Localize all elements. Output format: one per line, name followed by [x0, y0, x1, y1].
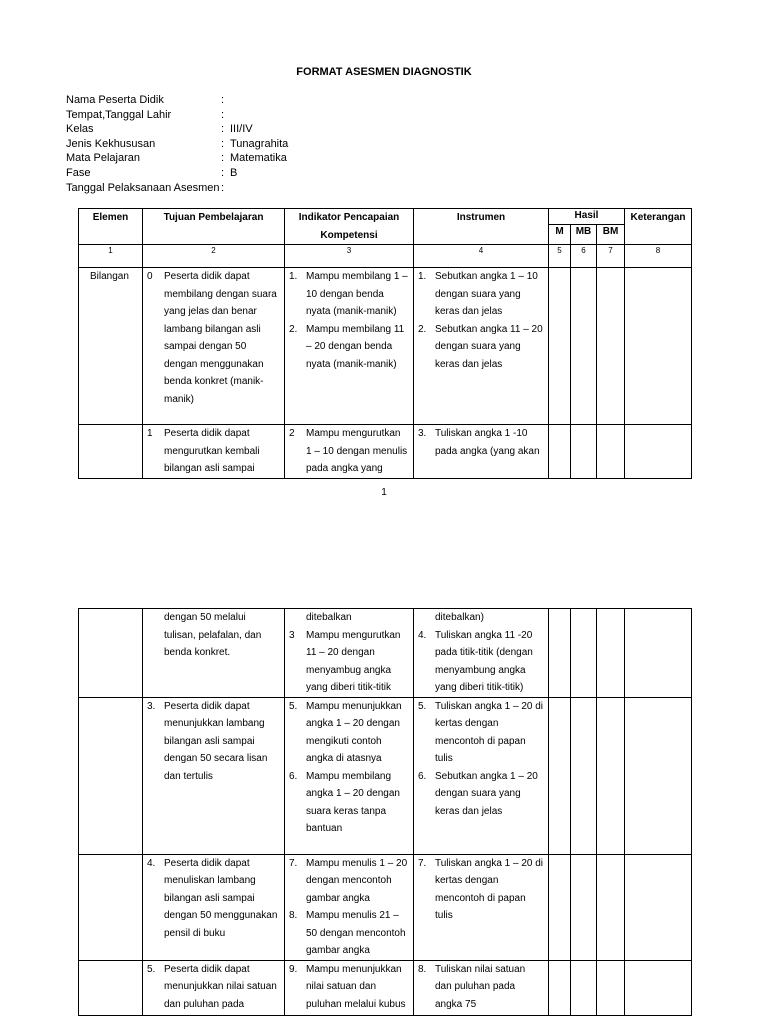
list-number: 2	[289, 428, 295, 439]
text-line: – 20 dengan benda	[306, 341, 393, 352]
list-number: 2.	[289, 323, 298, 335]
text-line: Mampu menulis 21 –	[306, 910, 399, 921]
text-line: bilangan asli sampai	[164, 735, 255, 747]
text-line: bilangan asli sampai	[164, 463, 255, 474]
elemen-cell	[79, 697, 143, 854]
text-line: dengan 50 melalui	[164, 612, 246, 623]
text-line: benda konkret.	[164, 647, 231, 658]
text-line: bantuan	[306, 823, 343, 834]
list-text	[435, 698, 548, 768]
text-line: yang diberi titik-titik)	[435, 682, 524, 693]
elemen-cell	[79, 425, 143, 479]
keterangan-cell[interactable]	[625, 854, 692, 960]
list-text	[164, 961, 284, 1014]
text-line: Peserta didik dapat	[164, 963, 250, 975]
text-line: dengan suara yang	[435, 341, 521, 352]
text-line: angka 75	[435, 998, 477, 1010]
hasil-mb-cell[interactable]	[571, 268, 597, 425]
info-colon: :	[221, 137, 225, 150]
text-line: Peserta didik dapat	[164, 428, 250, 439]
list-text	[306, 961, 413, 1014]
instrumen-cell	[414, 425, 549, 479]
list-item	[414, 698, 548, 768]
text-line: dan puluhan pada	[164, 998, 245, 1010]
text-line: Peserta didik dapat	[164, 700, 250, 712]
assessment-table-page-2	[78, 608, 692, 1016]
text-line: yang diberi titik-titik	[306, 682, 392, 693]
info-value: B	[230, 166, 238, 179]
text-line: Sebutkan angka 1 – 20	[435, 770, 538, 782]
list-number: 2.	[418, 323, 427, 335]
text-line: Mampu membilang	[306, 770, 392, 782]
list-number: 3.	[147, 700, 156, 712]
info-colon: :	[221, 152, 225, 165]
text-line: nilai satuan dan	[306, 981, 377, 992]
list-number: 0	[147, 271, 153, 282]
list-item	[143, 425, 284, 478]
info-colon: :	[221, 94, 225, 106]
info-colon: :	[221, 123, 225, 136]
text-line: Tuliskan nilai satuan	[435, 963, 526, 975]
text-line: Sebutkan angka 11 – 20	[435, 323, 543, 335]
keterangan-cell[interactable]	[625, 609, 692, 698]
list-text	[164, 855, 284, 943]
text-line: kertas dengan	[435, 718, 499, 729]
text-line: Peserta didik dapat	[164, 857, 250, 869]
list-item	[414, 425, 548, 460]
column-number: 3	[285, 245, 414, 268]
list-text	[306, 627, 413, 697]
hasil-m-cell[interactable]	[549, 960, 571, 1015]
indikator-cell	[285, 268, 414, 425]
list-item	[414, 627, 548, 697]
text-line: benda konkret (manik-	[164, 376, 264, 387]
list-text	[164, 609, 284, 662]
list-number: 1.	[418, 271, 427, 282]
text-line: angka 1 – 20 dengan	[306, 718, 400, 729]
text-line: 10 dengan benda	[306, 288, 384, 300]
list-number: 7.	[289, 857, 298, 869]
elemen-cell: Bilangan	[79, 268, 143, 425]
column-number: 2	[143, 245, 285, 268]
info-label: Tempat,Tanggal Lahir	[66, 108, 172, 121]
column-number: 8	[625, 245, 692, 268]
text-line: mengurutkan kembali	[164, 445, 260, 457]
info-colon: :	[221, 181, 225, 194]
info-colon: :	[221, 108, 225, 121]
list-item	[143, 855, 284, 943]
list-number: 8.	[418, 963, 427, 975]
list-item	[285, 268, 413, 321]
indikator-cell	[285, 697, 414, 854]
list-text	[164, 698, 284, 786]
text-line: gambar angka	[306, 892, 370, 904]
text-line: dengan menggunakan	[164, 358, 264, 370]
tujuan-cell	[143, 268, 285, 425]
column-number: 6	[571, 245, 597, 268]
list-number: 5.	[418, 700, 427, 712]
text-line: gambar angka	[306, 945, 370, 956]
text-line: yang jelas dan benar	[164, 306, 257, 317]
text-line: Tuliskan angka 11 -20	[435, 629, 533, 641]
text-line: ditebalkan	[306, 612, 352, 623]
text-line: Mampu menulis 1 – 20	[306, 857, 408, 869]
keterangan-cell[interactable]	[625, 268, 692, 425]
list-number: 1.	[289, 271, 298, 282]
list-text	[435, 321, 548, 374]
header-elemen: Elemen	[79, 209, 143, 245]
text-line: keras dan jelas	[435, 358, 503, 370]
list-text	[435, 627, 548, 697]
text-line: dengan 50 menggunakan	[164, 910, 278, 921]
text-line: menyambug angka	[306, 664, 392, 676]
text-line: manik)	[164, 393, 195, 405]
list-number: 6.	[418, 770, 427, 782]
info-value: III/IV	[230, 123, 253, 136]
text-line: pada angka yang	[306, 463, 383, 474]
text-line: Sebutkan angka 1 – 10	[435, 271, 538, 282]
list-text	[435, 855, 548, 925]
list-text	[435, 268, 548, 321]
list-item	[143, 609, 284, 662]
text-line: menuliskan lambang	[164, 875, 256, 886]
text-line: Mampu mengurutkan	[306, 428, 401, 439]
hasil-m-cell[interactable]	[549, 425, 571, 479]
list-item	[414, 268, 548, 321]
keterangan-cell[interactable]	[625, 960, 692, 1015]
info-colon: :	[221, 166, 225, 179]
list-text	[306, 907, 413, 960]
text-line: pensil di buku	[164, 927, 226, 939]
list-number: 5.	[147, 963, 156, 975]
list-number	[414, 609, 435, 627]
table-row	[79, 609, 692, 698]
info-label: Nama Peserta Didik	[66, 94, 164, 106]
text-line: Tuliskan angka 1 – 20 di	[435, 857, 544, 869]
hasil-mb-cell[interactable]	[571, 697, 597, 854]
hasil-m-cell[interactable]	[549, 268, 571, 425]
text-line: dengan suara yang	[435, 788, 521, 799]
hasil-m-cell[interactable]	[549, 697, 571, 854]
document-page-1	[0, 0, 768, 505]
list-item	[143, 268, 284, 408]
text-line: nyata (manik-manik)	[306, 358, 397, 370]
list-text	[306, 268, 413, 321]
tujuan-cell	[143, 854, 285, 960]
hasil-bm-cell[interactable]	[597, 854, 625, 960]
indikator-cell	[285, 960, 414, 1015]
text-line: angka 1 – 20 dengan	[306, 788, 400, 799]
list-text	[306, 609, 413, 627]
text-line: pada angka (yang akan	[435, 445, 540, 457]
list-number: 3.	[418, 428, 427, 439]
text-line: menyambung angka	[435, 664, 526, 676]
list-text	[435, 961, 548, 1014]
list-number	[285, 609, 306, 627]
instrumen-cell	[414, 609, 549, 698]
header-tujuan: Tujuan Pembelajaran	[143, 209, 285, 245]
column-number: 5	[549, 245, 571, 268]
tujuan-cell	[143, 960, 285, 1015]
info-label: Fase	[66, 166, 91, 179]
text-line: tulisan, pelafalan, dan	[164, 629, 262, 641]
text-line: angka di atasnya	[306, 753, 382, 764]
elemen-cell	[79, 960, 143, 1015]
hasil-mb-cell[interactable]	[571, 854, 597, 960]
header-instrumen: Instrumen	[414, 209, 549, 245]
tujuan-cell	[143, 697, 285, 854]
text-line: Mampu membilang 11	[306, 323, 405, 335]
hasil-bm-cell[interactable]	[597, 697, 625, 854]
table-row	[79, 268, 692, 425]
instrumen-cell	[414, 268, 549, 425]
text-line: menunjukkan lambang	[164, 718, 265, 729]
list-item	[143, 961, 284, 1014]
list-item	[285, 961, 413, 1014]
text-line: Tuliskan angka 1 -10	[435, 428, 528, 439]
text-line: Mampu menunjukkan	[306, 700, 402, 712]
info-value: Matematika	[230, 152, 287, 165]
indikator-cell	[285, 854, 414, 960]
hasil-bm-cell[interactable]	[597, 425, 625, 479]
list-text	[435, 609, 548, 627]
keterangan-cell[interactable]	[625, 697, 692, 854]
hasil-mb-cell[interactable]	[571, 960, 597, 1015]
text-line: 50 dengan mencontoh	[306, 927, 406, 939]
text-line: mengikuti contoh	[306, 735, 382, 747]
text-line: membilang dengan suara	[164, 288, 277, 300]
info-label: Tanggal Pelaksanaan Asesmen	[66, 181, 220, 194]
text-line: bilangan asli sampai	[164, 892, 255, 904]
table-row	[79, 960, 692, 1015]
text-line: Mampu membilang 1 –	[306, 271, 408, 282]
list-text	[435, 768, 548, 821]
list-item	[143, 698, 284, 786]
hasil-m-cell[interactable]	[549, 609, 571, 698]
text-line: mencontoh di papan	[435, 735, 526, 747]
document-page-2	[0, 505, 768, 1024]
list-item	[285, 768, 413, 838]
list-number: 5.	[289, 700, 298, 712]
header-bm: BM	[597, 225, 625, 245]
list-number: 7.	[418, 857, 427, 869]
list-item	[285, 698, 413, 768]
text-line: dan puluhan pada	[435, 981, 516, 992]
list-text	[164, 268, 284, 408]
text-line: pada titik-titik (dengan	[435, 647, 533, 658]
text-line: sampai dengan 50	[164, 341, 247, 352]
list-item	[414, 768, 548, 821]
list-item	[285, 855, 413, 908]
instrumen-cell	[414, 960, 549, 1015]
tujuan-cell	[143, 425, 285, 479]
list-text	[164, 425, 284, 478]
header-mb: MB	[571, 225, 597, 245]
page-number: 1	[381, 487, 387, 498]
list-text	[306, 425, 413, 478]
text-line: Mampu menunjukkan	[306, 963, 402, 975]
list-text	[306, 321, 413, 374]
indikator-cell	[285, 609, 414, 698]
text-line: tulis	[435, 910, 453, 921]
text-line: keras dan jelas	[435, 805, 503, 817]
header-m: M	[549, 225, 571, 245]
text-line: mencontoh di papan	[435, 892, 526, 904]
table-row	[79, 697, 692, 854]
list-item	[285, 425, 413, 478]
elemen-cell	[79, 609, 143, 698]
text-line: dengan mencontoh	[306, 875, 392, 886]
text-line: puluhan melalui kubus	[306, 998, 406, 1010]
text-line: tulis	[435, 753, 453, 764]
table-row	[79, 425, 692, 479]
hasil-mb-cell[interactable]	[571, 609, 597, 698]
text-line: dengan suara yang	[435, 288, 521, 300]
indikator-cell	[285, 425, 414, 479]
text-line: menunjukkan nilai satuan	[164, 981, 277, 992]
assessment-table-page-1	[78, 208, 692, 479]
list-item	[285, 627, 413, 697]
hasil-bm-cell[interactable]	[597, 268, 625, 425]
column-number: 1	[79, 245, 143, 268]
hasil-m-cell[interactable]	[549, 854, 571, 960]
instrumen-cell	[414, 697, 549, 854]
text-line: kertas dengan	[435, 875, 499, 886]
list-number: 9.	[289, 963, 298, 975]
list-number: 8.	[289, 910, 298, 921]
header-indikator-line1: Indikator Pencapaian	[298, 212, 400, 223]
keterangan-cell[interactable]	[625, 425, 692, 479]
header-keterangan: Keterangan	[625, 209, 692, 245]
info-value: Tunagrahita	[230, 137, 289, 150]
list-item	[414, 321, 548, 374]
list-item	[414, 961, 548, 1014]
text-line: dan tertulis	[164, 770, 213, 782]
list-text	[306, 768, 413, 838]
list-item	[285, 907, 413, 960]
list-text	[306, 698, 413, 768]
text-line: 11 – 20 dengan	[306, 647, 375, 658]
tujuan-cell	[143, 609, 285, 698]
list-text	[306, 855, 413, 908]
list-item	[285, 609, 413, 627]
list-number	[143, 609, 164, 662]
elemen-cell	[79, 854, 143, 960]
list-item	[285, 321, 413, 374]
list-number: 1	[147, 428, 153, 439]
column-number: 4	[414, 245, 549, 268]
text-line: suara keras tanpa	[306, 805, 387, 817]
text-line: 1 – 10 dengan menulis	[306, 445, 408, 457]
header-hasil: Hasil	[549, 209, 625, 225]
list-item	[414, 855, 548, 925]
hasil-mb-cell[interactable]	[571, 425, 597, 479]
column-number: 7	[597, 245, 625, 268]
info-label: Mata Pelajaran	[66, 152, 140, 165]
list-text	[435, 425, 548, 460]
header-indikator	[285, 209, 414, 245]
text-line: Mampu mengurutkan	[306, 629, 401, 641]
list-number: 4.	[418, 629, 427, 641]
text-line: ditebalkan)	[435, 612, 484, 623]
list-item	[414, 609, 548, 627]
text-line: Peserta didik dapat	[164, 271, 250, 282]
table-row	[79, 854, 692, 960]
header-indikator-line2: Kompetensi	[320, 229, 378, 241]
text-line: nyata (manik-manik)	[306, 306, 397, 317]
info-label: Jenis Kekhususan	[66, 137, 156, 150]
text-line: keras dan jelas	[435, 306, 503, 317]
info-label: Kelas	[66, 123, 94, 136]
instrumen-cell	[414, 854, 549, 960]
hasil-bm-cell[interactable]	[597, 960, 625, 1015]
list-number: 6.	[289, 770, 298, 782]
text-line: lambang bilangan asli	[164, 323, 261, 335]
document-title: FORMAT ASESMEN DIAGNOSTIK	[296, 66, 472, 78]
text-line: Tuliskan angka 1 – 20 di	[435, 700, 544, 712]
list-number: 4.	[147, 857, 156, 869]
list-number: 3	[289, 629, 295, 641]
text-line: dengan 50 secara lisan	[164, 753, 268, 764]
hasil-bm-cell[interactable]	[597, 609, 625, 698]
